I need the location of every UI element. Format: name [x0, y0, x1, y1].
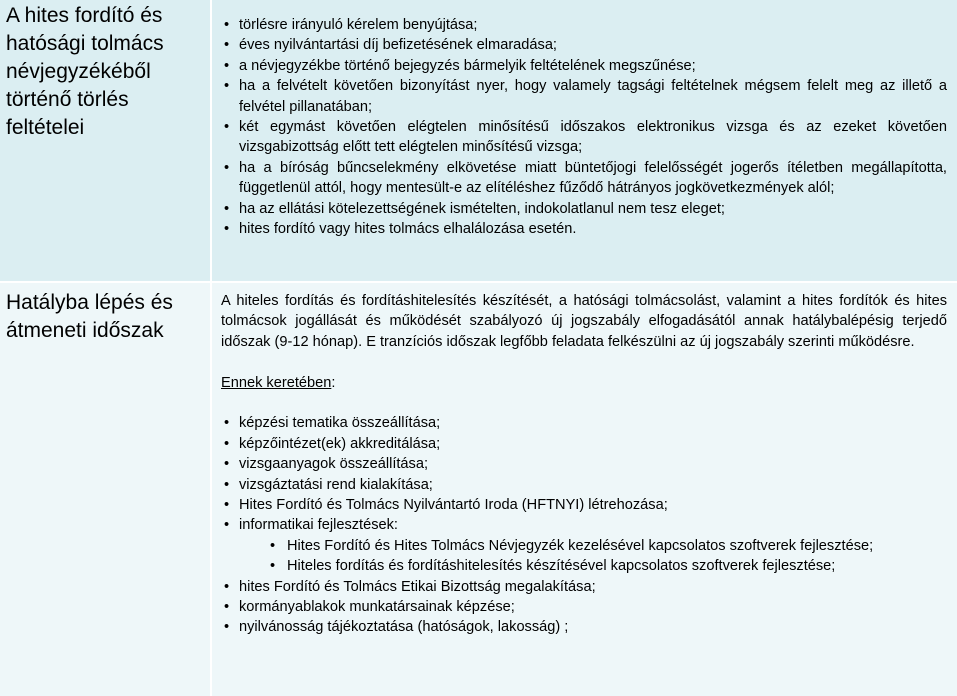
- list-item: • képzőintézet(ek) akkreditálása;: [221, 434, 947, 454]
- list-item: • ha az ellátási kötelezettségének ismételten, indokolatlanul nem tesz eleget;: [221, 199, 947, 219]
- intro-paragraph: A hiteles fordítás és fordításhitelesítés készítését, a hatósági tolmácsolást, valamint a hites fordítók és hites tolmácsok jogállását és működését szabályozó új jogszabály elfogadásától annak hatálybalépésig terjedő időszak (9-12 hónap). E tranzíciós időszak legfőbb feladata felkészülni az új jogszabály szerinti működésre.: [221, 293, 947, 350]
- row-body: [212, 283, 957, 696]
- list-item: • ha a bíróság bűncselekmény elkövetése miatt büntetőjogi felelősségét jogerős ítéletben megállapította, függetlenül attól, hogy mentesült-e az elítéléshez fűződő hátrányos jogkövetkezmények alól;: [221, 158, 947, 199]
- list-item: • két egymást követően elégtelen minősítésű időszakos elektronikus vizsga és az ezeket követően vizsgabizottság előtt tett elégtelen minősítésű vizsga;: [221, 117, 947, 158]
- list-item: • éves nyilvántartási díj befizetésének elmaradása;: [221, 35, 947, 55]
- list-item: • képzési tematika összeállítása;: [221, 413, 947, 433]
- framework-heading: [221, 373, 947, 393]
- bullet-list: [221, 413, 947, 637]
- sub-list-item: • Hites Fordító és Hites Tolmács Névjegyzék kezelésével kapcsolatos szoftverek fejlesztése;: [221, 536, 947, 556]
- list-item: • hites Fordító és Tolmács Etikai Bizottság megalakítása;: [221, 577, 947, 597]
- row-heading: A hites fordító és hatósági tolmács névjegyzékéből történő törlés feltételei: [6, 4, 164, 139]
- table-row-transition-period: [0, 283, 957, 696]
- column-divider: [210, 0, 212, 696]
- list-item: • informatikai fejlesztések:: [221, 515, 947, 535]
- list-item: • törlésre irányuló kérelem benyújtása;: [221, 15, 947, 35]
- row-heading: Hatályba lépés és átmeneti időszak: [6, 291, 173, 342]
- list-item: • hites fordító vagy hites tolmács elhalálozása esetén.: [221, 219, 947, 239]
- list-item: • vizsgaanyagok összeállítása;: [221, 454, 947, 474]
- list-item: • Hites Fordító és Tolmács Nyilvántartó Iroda (HFTNYI) létrehozása;: [221, 495, 947, 515]
- list-item: • ha a felvételt követően bizonyítást nyer, hogy valamely tagsági feltételnek mégsem felelt meg az illető a felvétel pillanatában;: [221, 76, 947, 117]
- spacer: [221, 393, 947, 413]
- list-item: • kormányablakok munkatársainak képzése;: [221, 597, 947, 617]
- list-item: • a névjegyzékbe történő bejegyzés bármelyik feltételének megszűnése;: [221, 56, 947, 76]
- row-divider: [0, 281, 957, 283]
- list-item: • nyilvánosság tájékoztatása (hatóságok, lakosság) ;: [221, 617, 947, 637]
- row-body: [212, 0, 957, 281]
- list-item: • vizsgáztatási rend kialakítása;: [221, 475, 947, 495]
- sub-list-item: • Hiteles fordítás és fordításhitelesítés készítésével kapcsolatos szoftverek fejlesztése;: [221, 556, 947, 576]
- table-row-deletion-conditions: [0, 0, 957, 281]
- spacer: [221, 352, 947, 372]
- framework-colon: :: [331, 374, 336, 391]
- bullet-list: [221, 15, 947, 239]
- framework-label: Ennek keretében: [221, 374, 332, 391]
